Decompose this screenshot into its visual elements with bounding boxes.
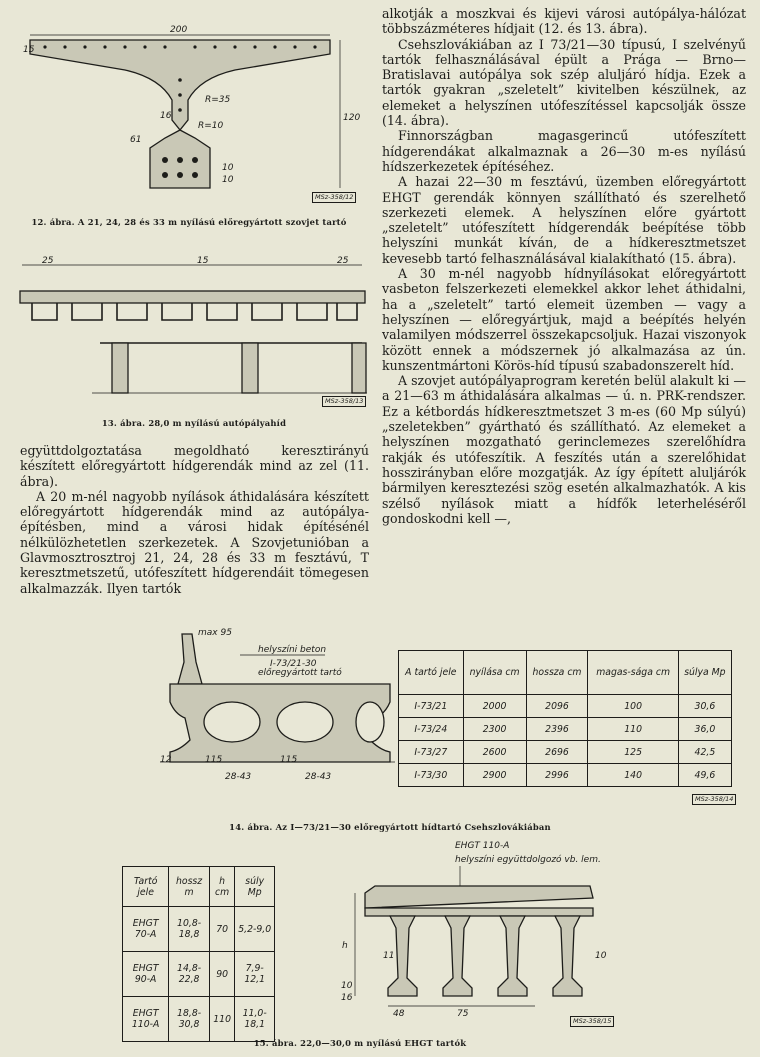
table-row [123, 997, 275, 1042]
right-paragraph-3: Finnországban magasgerincű utófeszített hídgerendákat alkalmaznak a 26—30 m-es nyílású hídszerkezetek építéséhez. [382, 128, 746, 174]
table-cell: 2996 [526, 764, 588, 787]
fig15-dim-75: 75 [457, 1009, 469, 1019]
fig14-dim-115b: 115 [280, 755, 298, 765]
fig12-dim-r10: R=10 [198, 121, 224, 131]
fig15-stamp: MSz-358/15 [570, 1016, 614, 1027]
table-cell: EHGT 90-A [123, 952, 169, 997]
fig15-drawing [335, 838, 610, 1033]
fig14-table [398, 650, 732, 787]
fig15-dim-16: 16 [341, 993, 353, 1003]
fig12-stamp: MSz-358/12 [312, 192, 356, 203]
table-row [123, 952, 275, 997]
table-row [399, 764, 732, 787]
right-paragraph-1: alkotják a moszkvai és kijevi városi autópálya-hálózat többszázméteres hídjait (12. és 13. ábra). [382, 6, 746, 37]
table-cell: I-73/27 [399, 741, 464, 764]
table-cell: 110 [588, 718, 678, 741]
fig14-label-code: I-73/21-30 [270, 659, 317, 669]
fig15-dim-10a: 10 [595, 951, 607, 961]
fig13-stamp: MSz-358/13 [322, 396, 366, 407]
table-cell: I-73/24 [399, 718, 464, 741]
table-cell: 100 [588, 695, 678, 718]
fig15-th-jele: Tartó jele [123, 867, 169, 907]
table-cell: 2300 [463, 718, 526, 741]
fig12-dim-web: 16 [160, 111, 172, 121]
fig15-dim-48: 48 [393, 1009, 405, 1019]
table-cell: 42,5 [678, 741, 731, 764]
fig14-th-sulya: súlya Mp [678, 651, 731, 695]
fig12-drawing [20, 20, 360, 220]
table-cell: 30,6 [678, 695, 731, 718]
fig13-caption: 13. ábra. 28,0 m nyílású autópályahíd [101, 418, 287, 428]
table-cell: 2000 [463, 695, 526, 718]
fig14-stamp: MSz-358/14 [692, 794, 736, 805]
fig12-dim-10a: 10 [222, 163, 234, 173]
fig14-drawing [130, 622, 395, 787]
table-cell: 14,8-22,8 [169, 952, 210, 997]
fig15-th-h: h cm [209, 867, 234, 907]
table-cell: 90 [209, 952, 234, 997]
fig14-dim-2843b: 28-43 [305, 772, 332, 782]
right-column [382, 6, 746, 526]
fig15-th-hossz: hossz m [169, 867, 210, 907]
table-row [123, 907, 275, 952]
table-cell: 36,0 [678, 718, 731, 741]
fig14-th-nyilasa: nyílása cm [463, 651, 526, 695]
fig15-dim-10b: 10 [341, 981, 353, 991]
table-cell: 7,9-12,1 [235, 952, 275, 997]
fig13-dim-left: 25 [42, 256, 54, 266]
table-cell: 140 [588, 764, 678, 787]
fig12-dim-r35: R=35 [205, 95, 231, 105]
fig13-drawing [12, 255, 372, 405]
table-cell: 10,8-18,8 [169, 907, 210, 952]
fig12-dim-height: 120 [343, 113, 360, 123]
fig14-label-tarto: előregyártott tartó [258, 668, 342, 678]
left-paragraph-2: A 20 m-nél nagyobb nyílások áthidalására készített előregyártott hídgerendák mind az autópálya-építésben, mind a városi hidak építésénél nélkülözhetetlen szerkezetek. A Szovjetunióban a Glavmosztrosztroj 21, 24, 28 és 33 m fesztávú, T keresztmetszetű, utófeszített hídgerendáit tömegesen alkalmazzák. Ilyen tartók [20, 488, 369, 596]
fig14-table-header [399, 651, 732, 695]
table-cell: 125 [588, 741, 678, 764]
table-cell: 5,2-9,0 [235, 907, 275, 952]
right-paragraph-2: Csehszlovákiában az I 73/21—30 típusú, I szelvényű tartók felhasználásával épült a Prága — Brno—Bratislavai autópálya sok szép aluljáró hídja. Ezek a tartók gyakran „szeletelt” kivitelben készülnek, az elemeket a helyszínen utófeszítéssel kapcsolják össze (14. ábra). [382, 36, 746, 129]
fig15-dim-11: 11 [383, 951, 395, 961]
table-row [399, 718, 732, 741]
table-cell: EHGT 110-A [123, 997, 169, 1042]
fig14-th-jele: A tartó jele [399, 651, 464, 695]
fig12-caption: 12. ábra. A 21, 24, 28 és 33 m nyílású előregyártott szovjet tartó [31, 217, 347, 227]
table-cell: 2096 [526, 695, 588, 718]
table-cell: I-73/30 [399, 764, 464, 787]
fig14-label-beton: helyszíni beton [258, 645, 327, 655]
fig12-dim-61: 61 [130, 135, 142, 145]
table-row [399, 695, 732, 718]
fig14-dim-115a: 115 [205, 755, 223, 765]
table-cell: 49,6 [678, 764, 731, 787]
fig12-dim-10b: 10 [222, 175, 234, 185]
fig15-label-lem: helyszíni együttdolgozó vb. lem. [455, 855, 601, 865]
table-cell: 11,0-18,1 [235, 997, 275, 1042]
table-cell: EHGT 70-A [123, 907, 169, 952]
fig12-dim-width: 200 [170, 25, 188, 35]
fig14-dim-12: 12 [160, 755, 172, 765]
fig14-th-hossza: hossza cm [526, 651, 588, 695]
right-paragraph-5: A 30 m-nél nagyobb hídnyílásokat előregyártott vasbeton felszerkezeti elemekkel akkor lehet áthidalni, ha a „szeletelt” tartó elemeit üzemben — vagy a helyszínen — előregyártjuk, majd a beépítés helyén valamilyen módszerrel összekapcsoljuk. Hazai viszonyok között ennek a módszernek jó alkalmazása az ún. kunszentmártoni Körös-híd típusú szabadonszerelt híd. [382, 266, 746, 373]
table-cell: 2696 [526, 741, 588, 764]
fig14-dim-2843a: 28-43 [225, 772, 252, 782]
table-cell: 2600 [463, 741, 526, 764]
table-cell: 70 [209, 907, 234, 952]
fig15-th-suly: súly Mp [235, 867, 275, 907]
fig15-table-header [123, 867, 275, 907]
left-paragraph-1: együttdolgoztatása megoldható keresztirányú készített előregyártott hídgerendák mind az zel (11. ábra). [20, 443, 369, 489]
fig14-th-magassaga: magas-sága cm [588, 651, 678, 695]
fig15-table [122, 866, 275, 1042]
fig15-label-code: EHGT 110-A [455, 841, 510, 851]
right-paragraph-6: A szovjet autópályaprogram keretén belül alakult ki — a 21—63 m áthidalására alkalmas — ú. n. PRK-rendszer. Ez a kétbordás hídkeresztmetszet 3 m-es (60 Mp súlyú) „szeletekben” gyártható és szállítható. Az elemeket a helyszínen mozgatható gerinclemezes szerelőhídra rakják és utófeszítik. A feszítés után a szerelőhidat hosszirányban előre mozgatják. Az így épített aluljárók bármilyen keresztezési szög esetén alkalmazhatók. A kis szélső nyílások miatt a hídfők leterheléséről gondoskodni kell —, [382, 373, 747, 526]
table-row [399, 741, 732, 764]
fig15-caption: 15. ábra. 22,0—30,0 m nyílású EHGT tartók [253, 1038, 467, 1048]
fig12-dim-flange: 15 [23, 45, 35, 55]
table-cell: 2900 [463, 764, 526, 787]
table-cell: 2396 [526, 718, 588, 741]
fig15-dim-h: h [342, 941, 348, 951]
left-column [20, 443, 369, 596]
right-paragraph-4: A hazai 22—30 m fesztávú, üzemben előregyártott EHGT gerendák könnyen szállítható és szerelhető szerkezeti elemek. A helyszínen előre gyártott „szeletelt” utófeszített hídgerendák beépítése több helyszíni munkát kíván, de a hídkeresztmetszet kevesebb tartó felhasználásával kialakítható (15. ábra). [382, 174, 746, 266]
table-cell: 110 [209, 997, 234, 1042]
fig13-dim-mid: 15 [197, 256, 209, 266]
fig14-caption: 14. ábra. Az I—73/21—30 előregyártott hídtartó Csehszlovákiában [229, 822, 551, 832]
table-cell: I-73/21 [399, 695, 464, 718]
fig14-label-max95: max 95 [198, 628, 232, 638]
fig13-dim-right: 25 [337, 256, 349, 266]
table-cell: 18,8-30,8 [169, 997, 210, 1042]
